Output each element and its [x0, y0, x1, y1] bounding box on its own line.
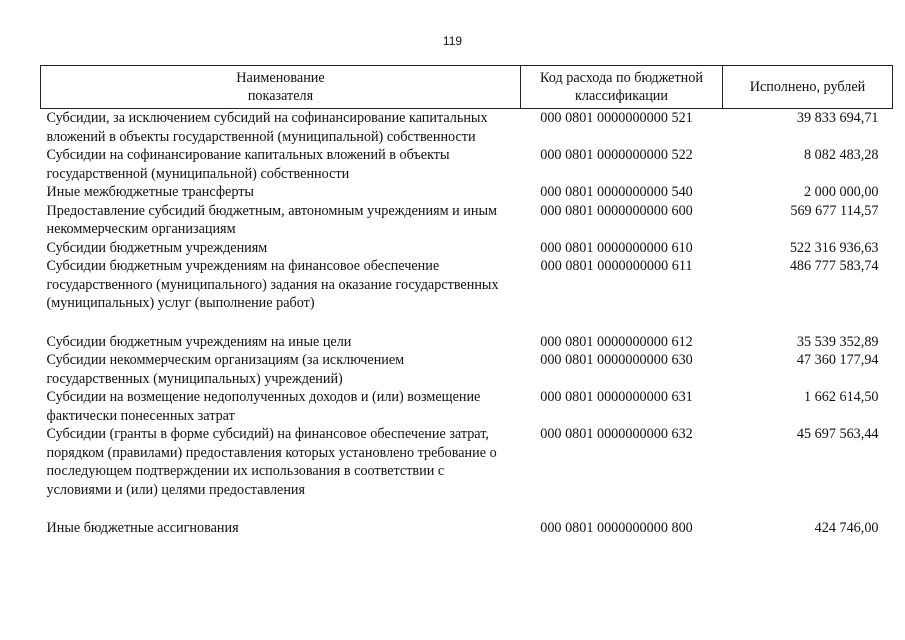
row-executed-amount: 8 082 483,28	[804, 147, 879, 163]
row-expense-code: 000 0801 0000000000 632	[540, 426, 693, 442]
row-indicator-name: Субсидии бюджетным учреждениям	[46, 239, 268, 256]
row-indicator-name: Субсидии бюджетным учреждениям на финансовое обеспечение государственного (муниципального) задания на оказание государственных (муниципальных) услуг (выполнение работ)	[46, 258, 499, 311]
row-indicator-name: Субсидии бюджетным учреждениям на иные цели	[46, 333, 352, 350]
table-row	[41, 425, 893, 519]
row-expense-code: 000 0801 0000000000 540	[540, 184, 693, 200]
row-expense-code: 000 0801 0000000000 630	[540, 352, 693, 368]
table-row	[41, 183, 893, 202]
header-indicator-name-line1: Наименование	[236, 69, 325, 86]
header-expense-code-line2: классификации	[575, 87, 668, 104]
table-row	[41, 146, 893, 183]
row-executed-amount: 2 000 000,00	[804, 184, 879, 200]
table-row	[41, 257, 893, 333]
row-expense-code: 000 0801 0000000000 600	[540, 202, 693, 219]
table-row	[41, 333, 893, 352]
row-indicator-name: Субсидии (гранты в форме субсидий) на финансовое обеспечение затрат, порядком (правилами) предоставления которых установлено требование о последующем подтверждении их использования в соответствии с условиями и (или) целями предоставления	[46, 426, 497, 498]
row-expense-code: 000 0801 0000000000 800	[540, 520, 693, 536]
row-indicator-name: Предоставление субсидий бюджетным, автономным учреждениям и иным некоммерческим организациям	[46, 202, 497, 237]
table-row	[41, 519, 893, 538]
table-header	[41, 66, 893, 109]
table-row	[41, 388, 893, 425]
table-body	[41, 109, 893, 538]
row-indicator-name: Субсидии на возмещение недополученных доходов и (или) возмещение фактически понесенных затрат	[46, 389, 481, 424]
row-executed-amount: 47 360 177,94	[796, 352, 879, 368]
table-row	[41, 239, 893, 258]
header-indicator-name-line2: показателя	[247, 87, 314, 104]
row-indicator-name: Иные межбюджетные трансферты	[46, 184, 254, 200]
row-indicator-name: Субсидии на софинансирование капитальных вложений в объекты государственной (муниципальной) собственности	[46, 147, 450, 182]
row-indicator-name: Субсидии, за исключением субсидий на софинансирование капитальных вложений в объекты государственной (муниципальной) собственности	[46, 110, 488, 145]
row-indicator-name: Иные бюджетные ассигнования	[46, 520, 239, 536]
header-indicator-name	[41, 66, 521, 109]
table-row	[41, 202, 893, 239]
row-executed-amount: 45 697 563,44	[796, 426, 879, 442]
row-expense-code: 000 0801 0000000000 611	[540, 258, 693, 274]
table-row	[41, 109, 893, 147]
row-executed-amount: 569 677 114,57	[790, 202, 879, 219]
row-executed-amount: 35 539 352,89	[796, 333, 879, 350]
row-expense-code: 000 0801 0000000000 610	[540, 239, 693, 256]
row-expense-code: 000 0801 0000000000 631	[540, 389, 693, 405]
budget-execution-table	[40, 65, 893, 538]
row-expense-code: 000 0801 0000000000 522	[540, 147, 693, 163]
row-expense-code: 000 0801 0000000000 521	[540, 110, 693, 126]
page-number: 119	[442, 34, 463, 48]
row-executed-amount: 39 833 694,71	[796, 110, 879, 126]
header-expense-code	[521, 66, 723, 109]
table-row	[41, 351, 893, 388]
row-executed-amount: 1 662 614,50	[804, 389, 879, 405]
header-executed-amount: Исполнено, рублей	[723, 66, 893, 109]
row-indicator-name: Субсидии некоммерческим организациям (за исключением государственных (муниципальных) учреждений)	[46, 352, 405, 387]
row-executed-amount: 486 777 583,74	[789, 258, 879, 274]
header-expense-code-line1: Код расхода по бюджетной	[540, 69, 703, 86]
header-row	[41, 66, 893, 109]
row-executed-amount: 424 746,00	[814, 520, 879, 536]
row-executed-amount: 522 316 936,63	[789, 239, 879, 256]
row-expense-code: 000 0801 0000000000 612	[540, 333, 693, 350]
